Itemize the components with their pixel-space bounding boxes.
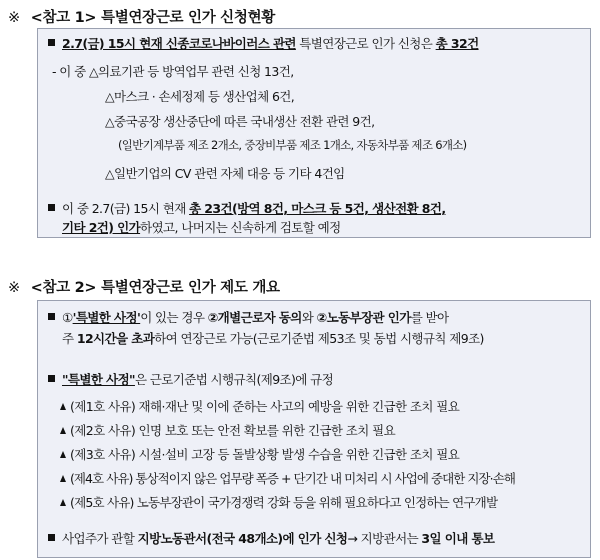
ref2-special-text: 은 근로기준법 시행규칙(제9조)에 규정 [134, 372, 334, 387]
triangle-bullet-icon [60, 451, 66, 458]
ref1-sub-item-3-detail: (일반기계부품 제조 2개소, 중장비부품 제조 1개소, 자동차부품 제조 6개소) [118, 138, 467, 152]
ref2-cond-text1: 이 있는 경우 [140, 310, 208, 325]
triangle-bullet-icon [60, 427, 66, 434]
ref2-special-term: "특별한 사정" [62, 372, 135, 387]
ref2-bullet-special [48, 372, 333, 388]
ref1-sub-item-1 [52, 64, 294, 80]
ref1-total-text: 특별연장근로 인가 신청은 [295, 36, 436, 51]
ref2-cond-receive: 를 받아 [410, 310, 449, 325]
triangle-bullet-icon [60, 403, 66, 410]
ref1-heading [8, 6, 275, 27]
ref1-bullet-total [48, 36, 479, 52]
ref1-note-mark: ※ [8, 10, 20, 26]
ref1-item-medical: △의료기관 등 방역업무 관련 신청 13건, [88, 64, 294, 79]
ref2-reason-4 [60, 471, 515, 487]
ref1-approved-date: 이 중 2.7(금) 15시 현재 [62, 201, 190, 216]
ref2-bullet-conditions [48, 310, 449, 326]
ref2-reason-1 [60, 399, 459, 415]
ref1-bullet-approved-cont [62, 220, 341, 236]
ref1-total-date: 2.7(금) 15시 현재 신종코로나바이러스 관련 [62, 36, 296, 51]
square-bullet-icon [48, 313, 55, 320]
ref2-reason-text: (제3호 사유) 시설·설비 고장 등 돌발상황 발생 수습을 위한 긴급한 조치 필요 [70, 447, 460, 462]
ref1-title: <참고 1> 특별연장근로 인가 신청현황 [30, 10, 275, 26]
ref2-reason-text: (제5호 사유) 노동부장관이 국가경쟁력 강화 등을 위해 필요하다고 인정하는 연구개발 [70, 495, 498, 510]
ref2-heading [8, 276, 280, 297]
ref2-bullet-conditions-cont [62, 331, 484, 347]
ref2-cond-12h: 12시간을 초과 [76, 331, 155, 346]
ref1-sub-lead: - 이 중 [52, 64, 89, 79]
ref2-cond-law: 하여 연장근로 가능(근로기준법 제53조 및 동법 시행규칙 제9조) [154, 331, 484, 346]
ref2-reason-text: (제4호 사유) 통상적이지 않은 업무량 폭증 + 단기간 내 미처리 시 사업에 중대한 지장·손해 [70, 471, 515, 486]
ref1-approved-rest: 하였고, 나머지는 신속하게 검토할 예정 [140, 220, 341, 235]
ref1-total-count: 총 32건 [435, 36, 479, 51]
square-bullet-icon [48, 375, 55, 382]
ref2-proc-office: 지방노동관서(전국 48개소)에 인가 신청 [137, 531, 348, 546]
ref2-reason-3 [60, 447, 459, 463]
ref2-title: <참고 2> 특별연장근로 인가 제도 개요 [30, 280, 280, 296]
ref1-sub-item-3: △중국공장 생산중단에 따른 국내생산 전환 관련 9건, [105, 114, 375, 129]
ref1-approved-count: 총 23건(방역 8건, 마스크 등 5건, 생산전환 8건, [189, 201, 446, 216]
ref2-reason-2 [60, 423, 395, 439]
ref1-approved-other: 기타 2건) 인가 [62, 220, 141, 235]
ref2-cond-num1: ① [62, 310, 73, 325]
square-bullet-icon [48, 534, 55, 541]
triangle-bullet-icon [60, 475, 66, 482]
ref2-reason-text: (제1호 사유) 재해·재난 및 이에 준하는 사고의 예방을 위한 긴급한 조치 필요 [70, 399, 460, 414]
ref1-sub-item-2: △마스크 · 손세정제 등 생산업체 6건, [105, 89, 295, 104]
square-bullet-icon [48, 204, 55, 211]
triangle-bullet-icon [60, 499, 66, 506]
ref2-cond-and: 와 [301, 310, 317, 325]
ref2-bullet-procedure [48, 531, 494, 547]
ref2-reason-5 [60, 495, 497, 511]
ref2-cond-special: '특별한 사정' [72, 310, 141, 325]
ref2-proc-employer: 사업주가 관할 [62, 531, 138, 546]
ref2-cond-approval: ②노동부장관 인가 [316, 310, 411, 325]
ref2-proc-arrow: → 지방관서는 [347, 531, 422, 546]
ref2-reason-text: (제2호 사유) 인명 보호 또는 안전 확보를 위한 긴급한 조치 필요 [70, 423, 396, 438]
ref1-bullet-approved [48, 201, 446, 217]
ref2-proc-deadline: 3일 이내 통보 [421, 531, 495, 546]
ref2-note-mark: ※ [8, 280, 20, 296]
ref2-cond-week: 주 [62, 331, 77, 346]
ref2-cond-consent: ②개별근로자 동의 [207, 310, 302, 325]
ref1-sub-item-4: △일반기업의 CV 관련 자체 대응 등 기타 4건임 [105, 166, 345, 181]
square-bullet-icon [48, 39, 55, 46]
